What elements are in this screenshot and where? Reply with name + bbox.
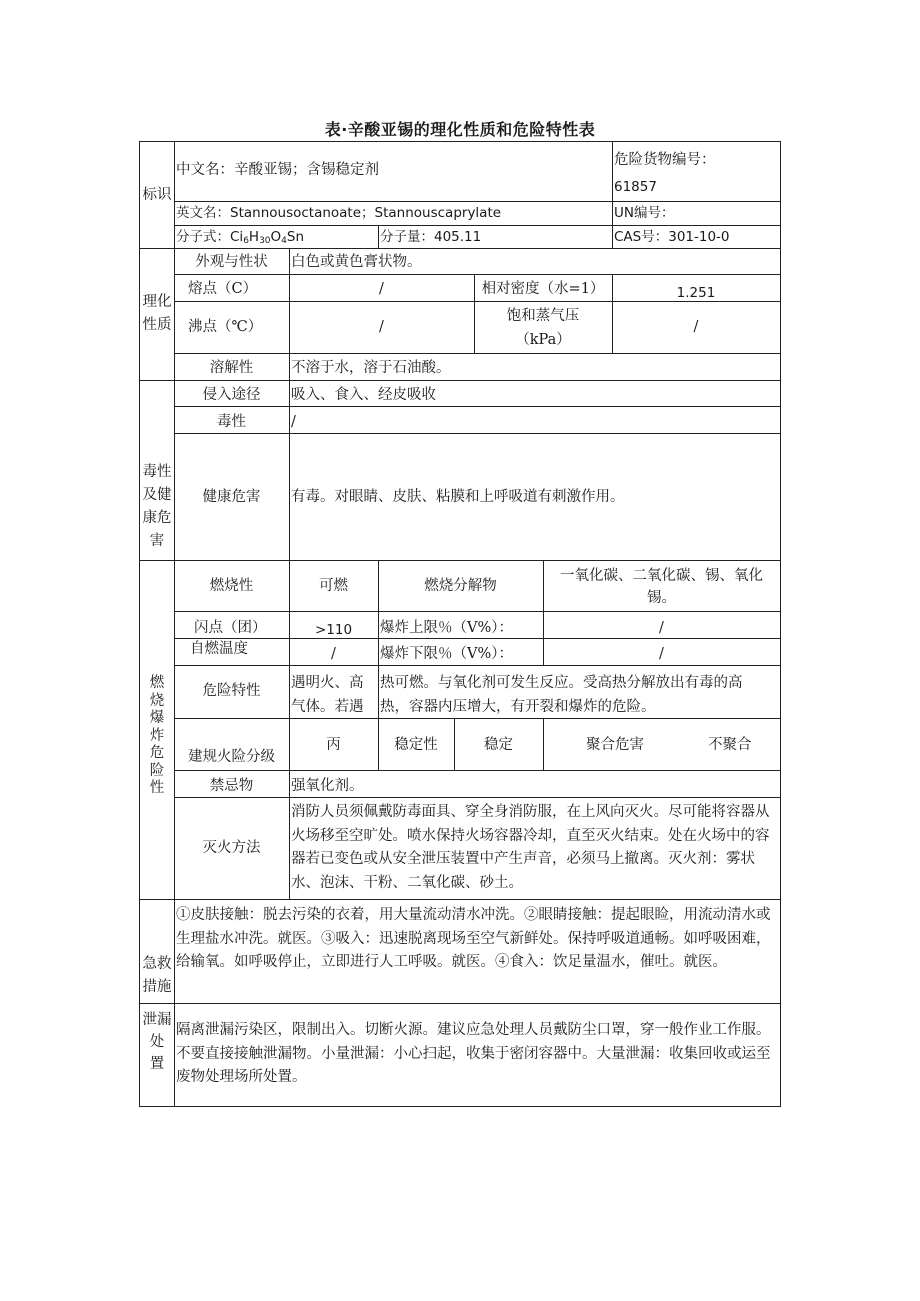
hazard-a (291, 671, 364, 719)
en-name: 英文名：Stannousoctanoate；Stannouscaprylate (176, 205, 502, 221)
un-label: UN编号： (614, 205, 675, 221)
firstaid-text: ①皮肤接触：脱去污染的衣着，用大量流动清水冲洗。②眼睛接触：提起眼睑，用流动清水或生理盐水冲洗。就医。③吸入：迅速脱离现场至空气新鲜处。保持呼吸道通畅。如呼吸困难，给输氧。如呼吸停止，立即进行人工呼吸。就医。④食入：饮足量温水，催吐。就医。 (176, 907, 771, 970)
molecular-weight: 分子量：405.11 (380, 229, 482, 245)
hazard-label: 危险特性 (202, 683, 261, 699)
autoignition-label: 自燃温度 (190, 641, 248, 657)
formula-c-n: 6 (243, 236, 249, 246)
section-fire-c2: 烧 (149, 692, 165, 709)
stability-value: 稳定 (484, 737, 513, 753)
section-toxicity-l2: 及健 (142, 487, 172, 503)
bp-label: 沸点（℃） (188, 319, 263, 335)
hazard-a2: 气体。若遇 (291, 699, 364, 715)
upper-limit-label: 爆炸上限％（V%）： (380, 620, 513, 636)
formula-h-n: 30 (259, 236, 271, 246)
appearance-label: 外观与性状 (195, 254, 268, 270)
decomposition-l1: 一氧化碳、二氧化碳、锡、氧化 (560, 568, 763, 584)
section-physchem (140, 291, 174, 337)
vp-label-l2: （kPa） (515, 332, 571, 348)
route-label: 侵入途径 (202, 387, 261, 403)
section-fire-c3: 爆 (149, 710, 165, 726)
health-value: 有毒。对眼睛、皮肤、粘膜和上呼吸道有刺激作用。 (291, 489, 625, 505)
section-toxicity-l4: 害 (149, 533, 165, 549)
formula-o: O (270, 229, 282, 245)
upper-limit-value: / (659, 620, 664, 636)
decomposition-label: 燃烧分解物 (424, 578, 497, 594)
decomposition-value (543, 565, 780, 609)
autoignition-value: / (331, 646, 336, 662)
stability-label: 稳定性 (394, 737, 438, 753)
hazard-b (380, 671, 743, 719)
section-fire-c6: 险 (149, 762, 165, 779)
section-fire-c4: 炸 (149, 727, 165, 744)
formula-h: H (248, 229, 260, 245)
combustibility-value: 可燃 (319, 578, 348, 594)
vp-label (474, 304, 612, 352)
page-title: 表·辛酸亚锡的理化性质和危险特性表 (324, 120, 596, 139)
formula-c: Ci (230, 229, 244, 245)
toxicity-label: 毒性 (217, 414, 246, 430)
polymer-label: 聚合危害 (586, 737, 644, 753)
vp-label-l1: 饱和蒸气压 (506, 308, 580, 324)
flash-value: >110 (314, 622, 353, 638)
section-firstaid-l2: 措施 (142, 979, 172, 995)
section-identity: 标识 (142, 187, 172, 203)
section-leak-l2: 处 (149, 1034, 165, 1050)
hazard-no: 61857 (614, 179, 657, 195)
lower-limit-label: 爆炸下限％（V%）： (380, 646, 513, 662)
toxicity-value: / (291, 414, 296, 430)
section-firstaid-l1: 急救 (142, 956, 172, 972)
formula-o-n: 4 (281, 236, 287, 246)
section-toxicity-l3: 康危 (142, 510, 172, 526)
extinguish-value: 消防人员须佩戴防毒面具、穿全身消防服，在上风向灭火。尽可能将容器从火场移至空旷处。喷水保持火场容器冷却，直至灭火结束。处在火场中的容器若已变色或从安全泄压装置中产生声音，必须马上撤离。灭火剂：雾状水、泡沫、干粉、二氧化碳、砂土。 (291, 804, 770, 891)
section-toxicity-l1: 毒性 (142, 464, 172, 480)
hazard-b2: 热，容器内压增大，有开裂和爆炸的危险。 (380, 699, 656, 715)
formula-label: 分子式： (176, 229, 230, 245)
polymer-value: 不聚合 (708, 737, 752, 753)
msds-table (139, 141, 781, 1107)
combustibility-label: 燃烧性 (209, 578, 254, 594)
hazard-a1: 遇明火、高 (291, 675, 364, 691)
section-fire-c5: 危 (149, 745, 165, 761)
solubility-label: 溶解性 (209, 360, 254, 376)
section-physchem-l1: 理化 (142, 294, 172, 310)
formula (176, 227, 304, 247)
section-leak-l1: 泄漏 (142, 1012, 172, 1028)
cn-name: 中文名：辛酸亚锡；含锡稳定剂 (176, 162, 379, 178)
hazard-b1: 热可燃。与氧化剂可发生反应。受高热分解放出有毒的高 (380, 675, 743, 691)
section-physchem-l2: 性质 (142, 317, 172, 333)
mp-value: / (379, 281, 384, 297)
section-leak-l3: 置 (149, 1056, 165, 1072)
hazard-no-label: 危险货物编号： (614, 152, 716, 168)
section-toxicity (140, 461, 174, 553)
section-leak (140, 1009, 174, 1075)
decomposition-l2: 锡。 (647, 590, 676, 606)
vp-value: / (693, 319, 699, 335)
section-fire-c7: 性 (149, 780, 165, 796)
formula-sn: Sn (286, 229, 305, 245)
leak-text: 隔离泄漏污染区，限制出入。切断火源。建议应急处理人员戴防尘口罩，穿一般作业工作服。不要直接接触泄漏物。小量泄漏：小心扫起，收集于密闭容器中。大量泄漏：收集回收或运至废物处理场所处置。 (176, 1022, 771, 1085)
section-firstaid (140, 953, 174, 999)
lower-limit-value: / (659, 646, 664, 662)
cas-number: CAS号：301-10-0 (614, 229, 730, 245)
flash-label: 闪点（团） (194, 620, 267, 636)
section-fire-c1: 燃 (149, 675, 165, 691)
appearance-value: 白色或黄色膏状物。 (291, 254, 422, 270)
avoid-value: 强氧化剂。 (291, 778, 364, 794)
avoid-label: 禁忌物 (209, 778, 254, 794)
fire-class-value: 丙 (326, 737, 341, 753)
section-fire (140, 675, 174, 798)
route-value: 吸入、食入、经皮吸收 (291, 387, 436, 403)
health-label: 健康危害 (202, 489, 261, 505)
bp-value: / (379, 319, 384, 335)
extinguish-label: 灭火方法 (202, 840, 261, 856)
mp-label: 熔点（C） (188, 281, 258, 297)
solubility-value: 不溶于水，溶于石油酸。 (291, 360, 451, 376)
density-value: 1.251 (676, 285, 716, 301)
density-label: 相对密度（水=1） (481, 281, 605, 297)
fire-class-label: 建规火险分级 (188, 749, 275, 765)
